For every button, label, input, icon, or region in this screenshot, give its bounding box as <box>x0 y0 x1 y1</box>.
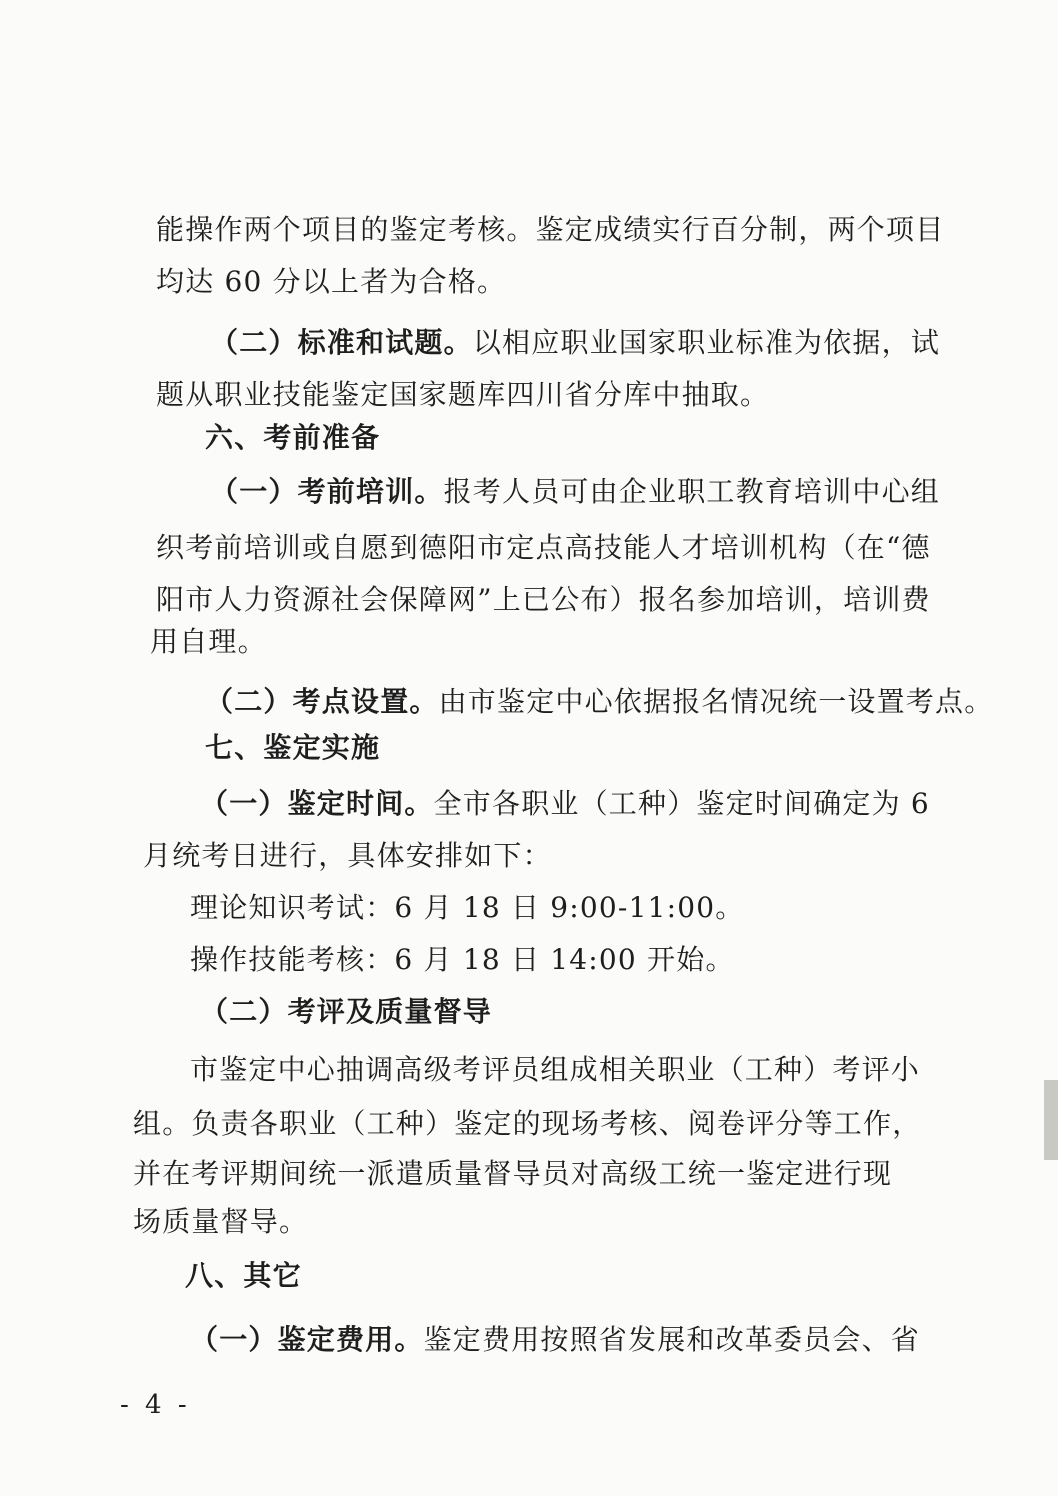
body-line-22: （一）鉴定费用。鉴定费用按照省发展和改革委员会、省 <box>190 1323 921 1356</box>
body-line-10: （二）考点设置。由市鉴定中心依据报名情况统一设置考点。 <box>205 685 994 718</box>
body-line-12: （一）鉴定时间。全市各职业（工种）鉴定时间确定为 6 <box>200 787 930 820</box>
body-line-20: 场质量督导。 <box>133 1205 309 1238</box>
subheading-standards: （二）标准和试题。 <box>210 326 473 359</box>
subheading-training: （一）考前培训。 <box>210 475 444 508</box>
body-line-14: 理论知识考试：6 月 18 日 9:00-11:00。 <box>190 891 745 924</box>
body-line-15: 操作技能考核：6 月 18 日 14:00 开始。 <box>190 943 735 976</box>
body-line-16 <box>200 994 492 1030</box>
subheading-fees: （一）鉴定费用。 <box>190 1323 424 1356</box>
section-heading-6: 六、考前准备 <box>205 421 381 454</box>
body-line-4: 题从职业技能鉴定国家题库四川省分库中抽取。 <box>156 378 770 411</box>
body-line-18: 组。负责各职业（工种）鉴定的现场考核、阅卷评分等工作， <box>133 1107 922 1140</box>
body-line-2: 均达 60 分以上者为合格。 <box>156 265 507 298</box>
body-line-6: （一）考前培训。报考人员可由企业职工教育培训中心组 <box>210 475 941 508</box>
body-line-17: 市鉴定中心抽调高级考评员组成相关职业（工种）考评小 <box>190 1053 921 1086</box>
body-line-13: 月统考日进行，具体安排如下： <box>143 839 552 872</box>
subheading-exam-sites: （二）考点设置。 <box>205 685 439 718</box>
section-heading-8: 八、其它 <box>185 1259 302 1292</box>
body-line-9: 用自理。 <box>150 625 267 658</box>
scan-edge-shadow <box>1044 1080 1058 1160</box>
section-heading-7: 七、鉴定实施 <box>205 731 381 764</box>
body-line-1: 能操作两个项目的鉴定考核。鉴定成绩实行百分制，两个项目 <box>156 213 945 246</box>
page-number: - 4 - <box>120 1390 191 1420</box>
body-line-8: 阳市人力资源社会保障网”上已公布）报名参加培训，培训费 <box>156 583 931 616</box>
body-line-7: 织考前培训或自愿到德阳市定点高技能人才培训机构（在“德 <box>156 531 931 564</box>
subheading-evaluation: （二）考评及质量督导 <box>200 995 493 1028</box>
body-line-3: （二）标准和试题。以相应职业国家职业标准为依据，试 <box>210 326 941 359</box>
subheading-exam-time: （一）鉴定时间。 <box>200 787 434 820</box>
body-line-19: 并在考评期间统一派遣质量督导员对高级工统一鉴定进行现 <box>133 1157 893 1190</box>
